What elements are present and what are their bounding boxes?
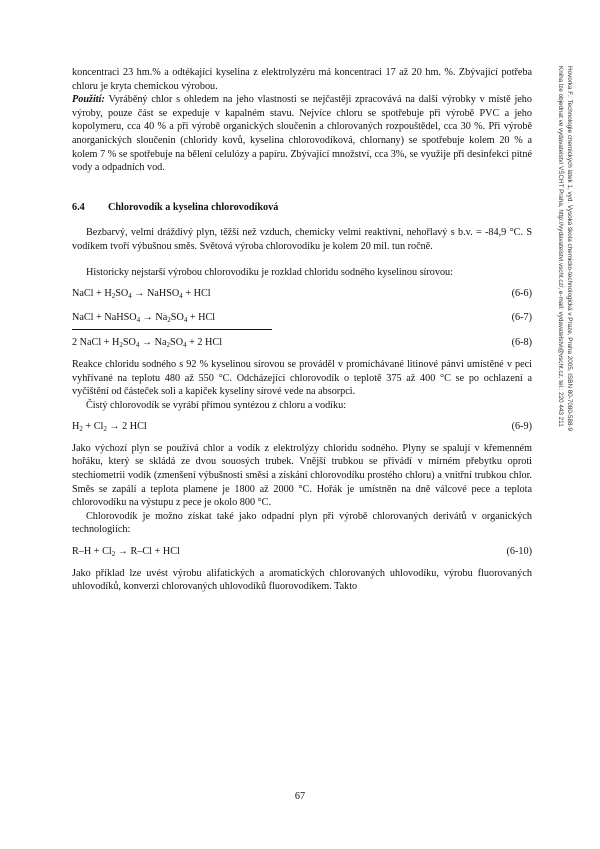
equation-block-sulfate — [72, 287, 532, 350]
equation-6-8 — [72, 336, 532, 350]
paragraph-hcl-properties: Bezbarvý, velmi dráždivý plyn, těžší než vzduch, chemicky velmi reaktivní, nehořlavý s b.v. = -84,9 °C. S vodíkem tvoří výbušnou směs. Světová výroba chlorovodíku je kolem 20 mil. tun ročně. — [72, 227, 532, 252]
section-title: Chlorovodík a kyselina chlorovodíková — [108, 201, 279, 213]
paragraph-burner: Jako výchozí plyn se používá chlor a vodík z elektrolýzy chloridu sodného. Plyny se spalují v křemenném hořáku, který se skládá ze dvou souosých trubek. Vnější trubkou se přivádí v mírném přebytku oproti stechiometrii vodík (zmenšení výbušnosti směsi a získání chlorovodíku prostého chloru) a vnitřní trubkou chlor. Směs se zapálí a teplota plamene je 1800 až 2000 °C. Hořák je umístněn na dně válcové pece a teplota chlorovodíku na výstupu z pece je okolo 800 °C. — [72, 442, 532, 509]
paragraph-waste-gas: Chlorovodík je možno získat také jako odpadní plyn při výrobě chlorovaných derivátů v organických technologiích: — [72, 510, 532, 536]
equation-block-synthesis — [72, 420, 532, 434]
equation-6-7 — [72, 311, 532, 325]
equation-6-6 — [72, 287, 532, 301]
paragraph-usage — [72, 93, 532, 175]
equation-6-10 — [72, 545, 532, 559]
equation-label: (6-8) — [511, 337, 532, 349]
page-number: 67 — [294, 791, 306, 802]
side-note-line-1: Hovorka F.: Technologie chemických látek 1, vyd. Vysoká škola chemicko-technologická v Praze, Praha 2005, ISBN 80-7080-588-9 — [566, 66, 573, 432]
equation-formula: NaCl + $H_2SO_4$ → NaHSO$_4$ + HCl — [72, 288, 211, 301]
equation-label: (6-7) — [511, 311, 532, 323]
copyright-side-note — [556, 66, 574, 486]
paragraph-electrolyzer: koncentraci 23 hm.% a odtékající kyselina z elektrolyzéru má koncentraci 17 až 20 hm. %. Zbývající potřeba chloru je kryta chemickou výrobou. — [72, 67, 532, 92]
usage-text: Vyráběný chlor s ohledem na jeho vlastnosti se nejčastěji zpracovává na další výrobky v místě jeho výroby, pouze část se expeduje v kapalném stavu. Nejvíce chloru se spotřebuje při výrobě PVC a jeho kopolymeru, cca 40 % a při výrobě organických sloučenin a chlorovaných rozpouštědel, cca 30 %. Při výrobě anorganických sloučenin (chloridy kovů, kyselina chlorovodíková, chlornany) se spotřebuje kolem 20 % a kolem 7 % se spotřebuje na bělení celulózy a papíru. Zbývající množství, cca 3%, se využije při desinfekci pitné vody a odpadních vod. — [72, 94, 532, 174]
equation-label: (6-10) — [506, 546, 532, 558]
usage-label: Použití: — [72, 94, 105, 106]
paragraph-direct-synthesis: Čistý chlorovodík se vyrábí přímou syntézou z chloru a vodíku: — [86, 399, 347, 411]
side-note-line-2: Kniha lze objednat ve vydavatelství VŠCHT Praha, http://vydavatelstvi.vscht.cz/, e-mail: vydavatelstvi@vscht.cz, tel.: 220 443 211 — [557, 66, 564, 427]
equation-formula: NaCl + NaHSO$_4$ → $Na_2SO_4$ + HCl — [72, 311, 216, 324]
equation-formula: $H_2 + Cl_2 \to 2$ HCl — [72, 421, 147, 434]
paragraph-examples: Jako příklad lze uvést výrobu alifatických a aromatických chlorovaných uhlovodíku, výrobu fluorovaných uhlovodíků, konverzi chlorovaných uhlovodíků fluorovodíkem. Takto — [72, 567, 532, 593]
equation-block-organic — [72, 545, 532, 559]
section-number: 6.4 — [72, 201, 85, 213]
paragraph-historical-production: Historicky nejstarší výrobou chlorovodíku je rozklad chloridu sodného kyselinou sírovou: — [86, 266, 453, 278]
page-content — [72, 66, 532, 594]
section-heading — [72, 201, 532, 215]
equation-label: (6-6) — [511, 288, 532, 300]
equation-sum-line — [72, 329, 272, 330]
equation-formula: 2 NaCl + $H_2SO_4 \to Na_2SO_4 + 2$ HCl — [72, 337, 223, 350]
equation-6-9 — [72, 420, 532, 434]
equation-label: (6-9) — [511, 421, 532, 433]
paragraph-reaction-conditions: Reakce chloridu sodného s 92 % kyselinou sírovou se prováděl v promíchávané litinové pánvi umístěné v peci vyhřívané na teplotu 480 až 550 °C. Odcházející chlorovodík o teplotě 375 až 400 °C se po ochlazení a vyčištění od částeček soli a kapiček kyseliny sírové vede na absorpci. — [72, 358, 532, 398]
equation-formula: $R-H + Cl_2 \to R-Cl$ + HCl — [72, 546, 180, 559]
